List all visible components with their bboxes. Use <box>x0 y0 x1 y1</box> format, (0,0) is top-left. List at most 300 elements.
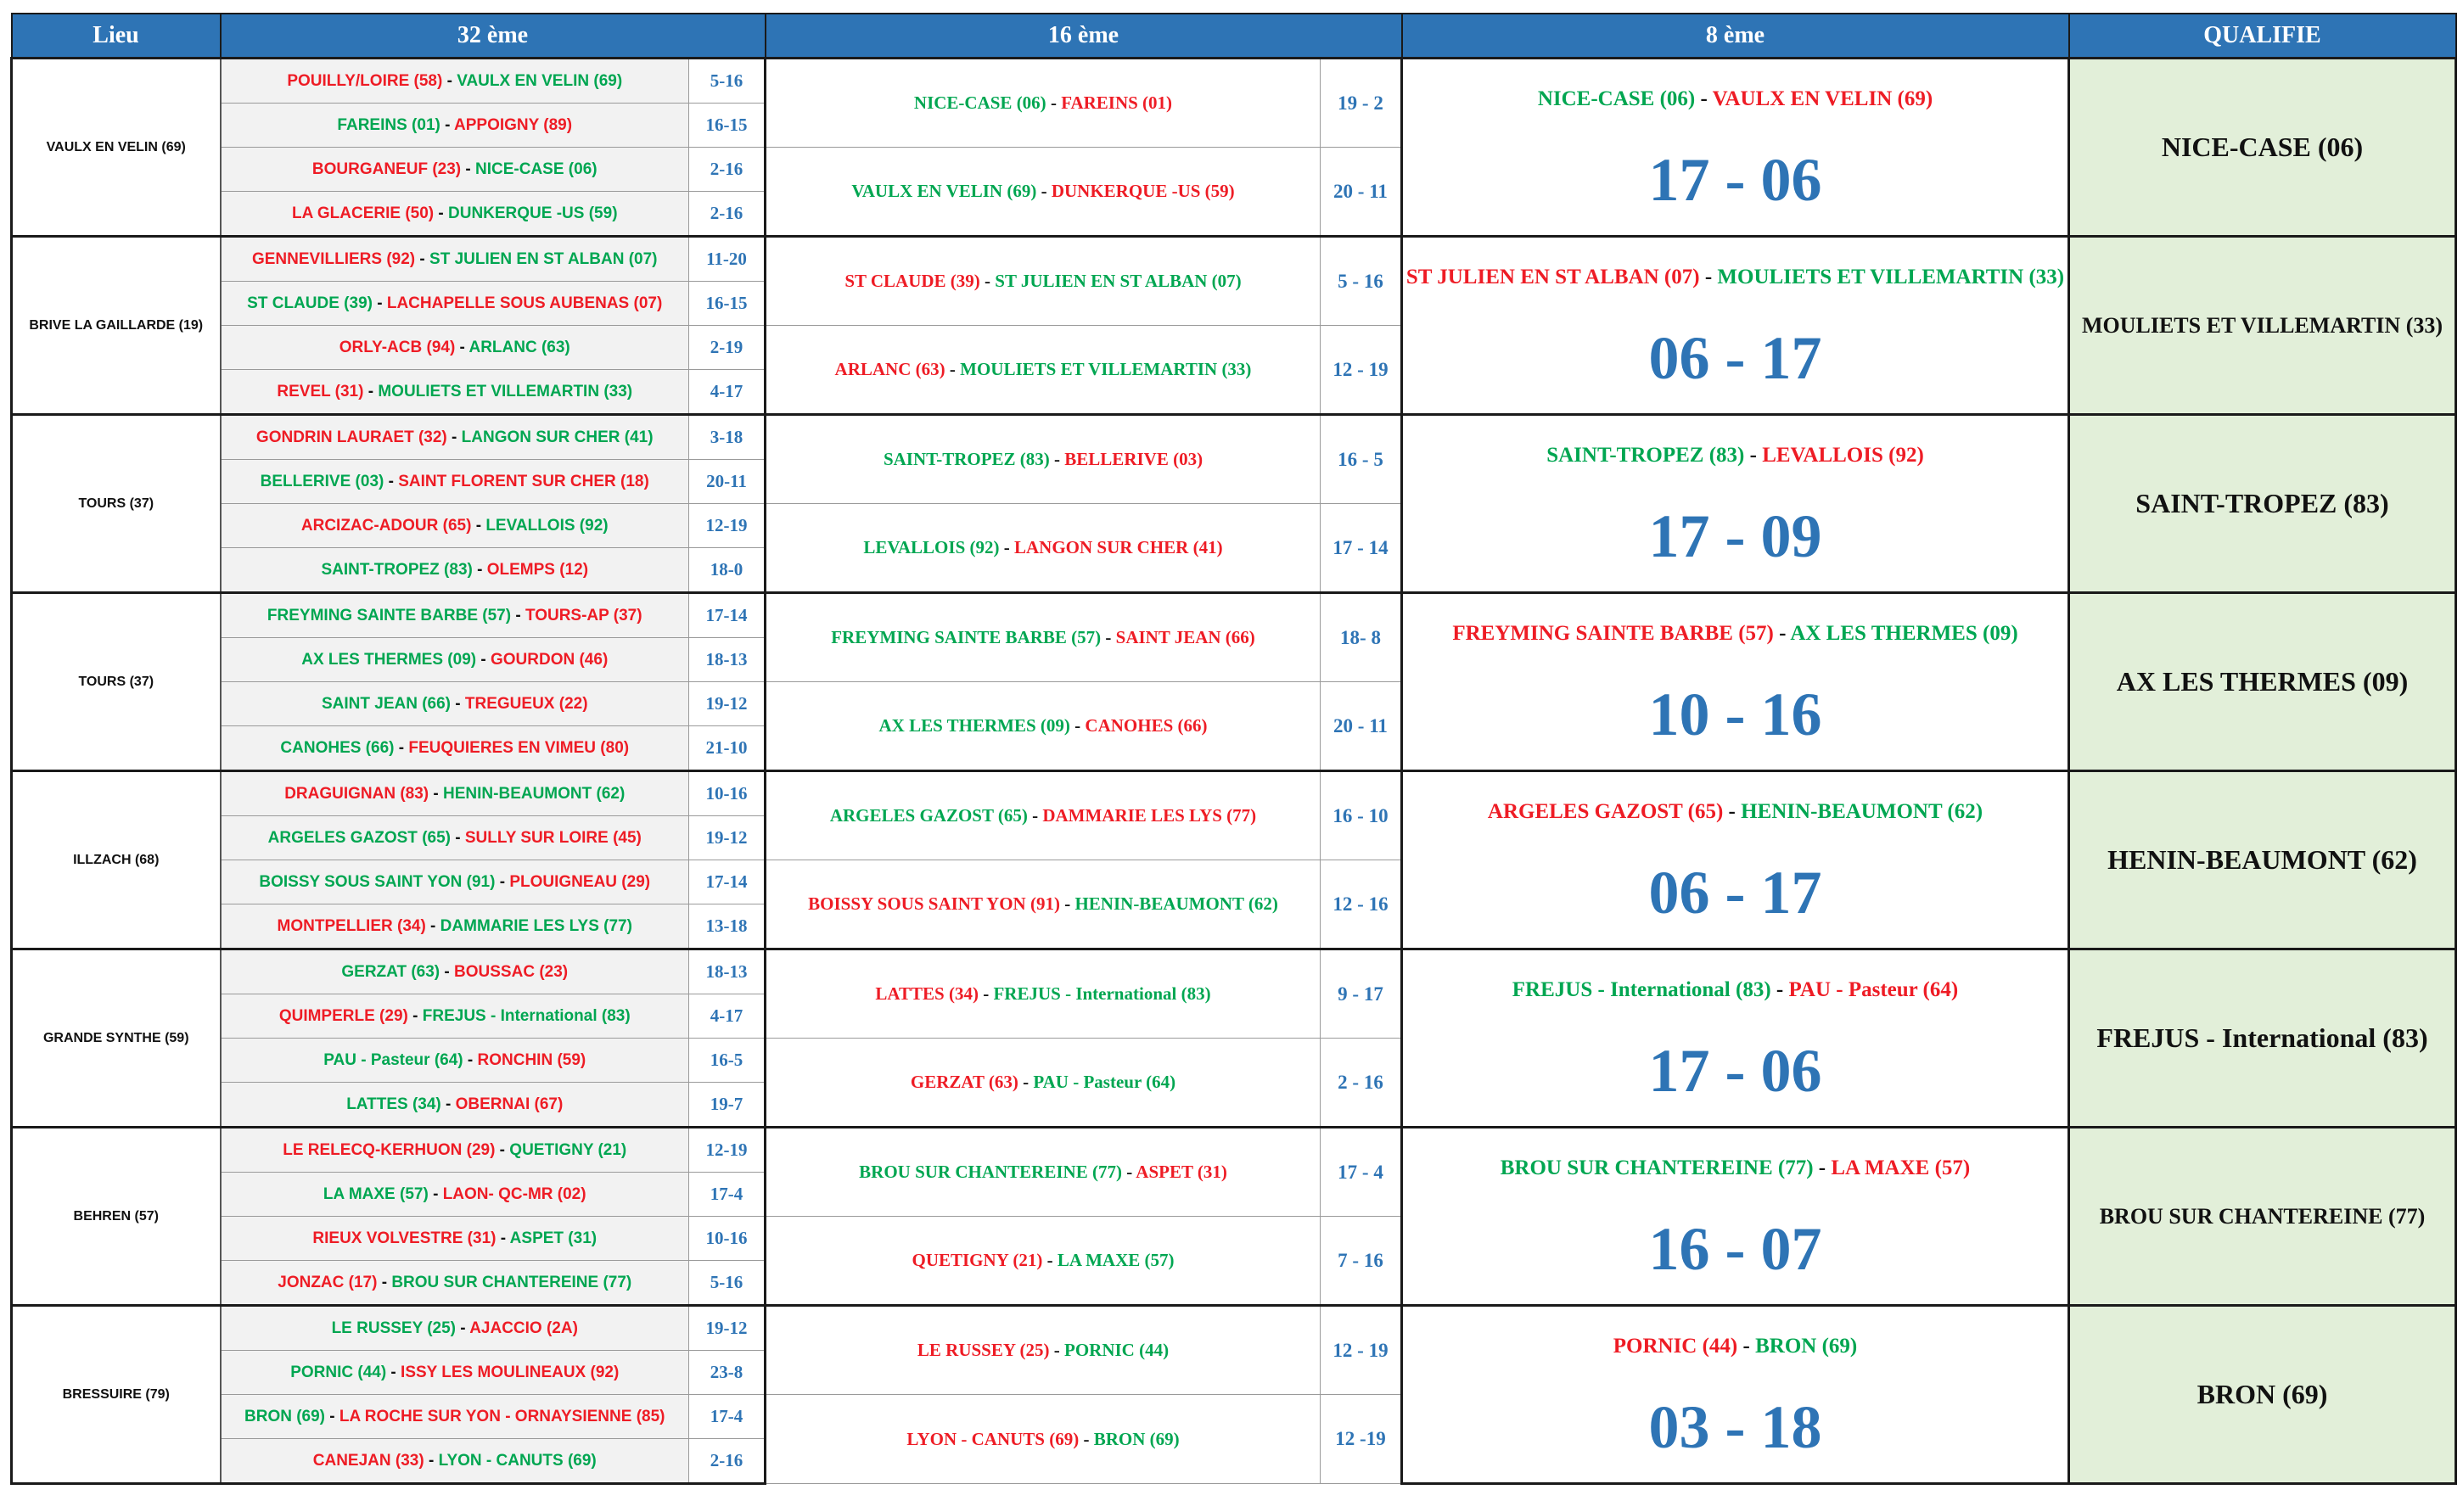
match-separator: - <box>440 962 455 981</box>
round32-score: 2-16 <box>689 1439 766 1484</box>
team-home: BRON (69) <box>244 1407 326 1425</box>
round16-match <box>766 1306 1321 1395</box>
team-away: RONCHIN (59) <box>477 1050 586 1069</box>
team-away: MOULIETS ET VILLEMARTIN (33) <box>960 359 1252 379</box>
team-away: LYON - CANUTS (69) <box>438 1451 597 1470</box>
round8-teams <box>1403 621 2067 647</box>
team-home: PORNIC (44) <box>290 1363 387 1381</box>
match-separator: - <box>1121 1162 1136 1182</box>
round32-match <box>221 682 689 726</box>
team-away: AJACCIO (2A) <box>469 1319 578 1337</box>
round16-score: 19 - 2 <box>1321 59 1402 148</box>
team-away: TREGUEUX (22) <box>464 694 588 713</box>
match-separator: - <box>440 1095 456 1113</box>
team-home: LE RELECQ-KERHUON (29) <box>283 1140 496 1159</box>
round8-match <box>1402 771 2069 949</box>
team-home: FREYMING SAINTE BARBE (57) <box>266 606 512 624</box>
team-away: ST JULIEN EN ST ALBAN (07) <box>995 271 1242 291</box>
header-row <box>12 14 2456 59</box>
qualified-team: BRON (69) <box>2069 1306 2456 1484</box>
team-away: FREJUS - International (83) <box>993 983 1211 1004</box>
team-home: QUETIGNY (21) <box>912 1250 1043 1270</box>
match-separator: - <box>1773 622 1791 645</box>
team-home: CANEJAN (33) <box>312 1451 424 1470</box>
match-separator: - <box>1699 266 1718 288</box>
tournament-bracket <box>10 13 2455 1485</box>
team-home: LE RUSSEY (25) <box>917 1340 1050 1360</box>
team-home: VAULX EN VELIN (69) <box>851 181 1037 201</box>
round32-match <box>221 1351 689 1395</box>
round32-match <box>221 282 689 326</box>
team-away: DUNKERQUE -US (59) <box>448 204 618 222</box>
header-lieu: Lieu <box>12 14 221 59</box>
round16-score: 20 - 11 <box>1321 682 1402 771</box>
round16-match <box>766 237 1321 326</box>
round32-match <box>221 1395 689 1439</box>
team-away: PAU - Pasteur (64) <box>1788 978 1959 1001</box>
round32-score: 19-12 <box>689 1306 766 1351</box>
team-home: ORLY-ACB (94) <box>339 338 456 356</box>
round8-score: 10 - 16 <box>1648 680 1822 748</box>
round32-score: 17-4 <box>689 1173 766 1217</box>
qualified-team: BROU SUR CHANTEREINE (77) <box>2069 1128 2456 1306</box>
round32-score: 3-18 <box>689 415 766 460</box>
team-home: CANOHES (66) <box>280 738 395 757</box>
team-away: LANGON SUR CHER (41) <box>1013 537 1223 557</box>
round16-score: 7 - 16 <box>1321 1217 1402 1306</box>
match-separator: - <box>461 160 476 178</box>
round32-match <box>221 59 689 104</box>
round16-score: 12 - 19 <box>1321 326 1402 415</box>
round8-score: 17 - 09 <box>1648 502 1822 570</box>
team-away: VAULX EN VELIN (69) <box>457 71 623 90</box>
round32-match <box>221 904 689 949</box>
team-home: ARGELES GAZOST (65) <box>267 828 451 847</box>
match-separator: - <box>463 1050 478 1069</box>
round32-match <box>221 104 689 148</box>
match-separator: - <box>1027 805 1043 826</box>
round32-match <box>221 638 689 682</box>
team-home: AX LES THERMES (09) <box>301 650 477 669</box>
team-home: QUIMPERLE (29) <box>278 1006 408 1025</box>
round16-score: 12 - 19 <box>1321 1306 1402 1395</box>
venue-cell: GRANDE SYNTHE (59) <box>12 949 221 1128</box>
round32-score: 21-10 <box>689 726 766 771</box>
round8-match <box>1402 237 2069 415</box>
round16-match <box>766 1128 1321 1217</box>
team-home: BROU SUR CHANTEREINE (77) <box>859 1162 1122 1182</box>
round32-match <box>221 726 689 771</box>
round32-match <box>221 949 689 994</box>
team-away: VAULX EN VELIN (69) <box>1712 87 1933 110</box>
team-home: NICE-CASE (06) <box>1537 87 1696 110</box>
round8-score: 06 - 17 <box>1648 324 1822 392</box>
match-separator: - <box>1723 800 1742 823</box>
qualified-team: HENIN-BEAUMONT (62) <box>2069 771 2456 949</box>
round32-match <box>221 1261 689 1306</box>
round8-match <box>1402 59 2069 237</box>
round32-match <box>221 816 689 860</box>
match-separator: - <box>363 382 379 400</box>
match-separator: - <box>1101 627 1116 647</box>
team-home: ARGELES GAZOST (65) <box>829 805 1028 826</box>
round32-match <box>221 460 689 504</box>
round32-score: 4-17 <box>689 994 766 1039</box>
team-home: SAINT-TROPEZ (83) <box>321 560 473 579</box>
team-away: TOURS-AP (37) <box>525 606 642 624</box>
match-separator: - <box>407 1006 423 1025</box>
team-home: LATTES (34) <box>875 983 979 1004</box>
round16-score: 2 - 16 <box>1321 1039 1402 1128</box>
header-round-32: 32 ème <box>221 14 766 59</box>
round16-match <box>766 1395 1321 1484</box>
round32-match <box>221 148 689 192</box>
round32-match <box>221 1217 689 1261</box>
round32-score: 16-15 <box>689 282 766 326</box>
team-home: LE RUSSEY (25) <box>331 1319 456 1337</box>
team-home: BOISSY SOUS SAINT YON (91) <box>808 893 1060 914</box>
table-row <box>12 1128 2456 1173</box>
round32-score: 2-16 <box>689 148 766 192</box>
match-separator: - <box>451 694 465 713</box>
match-separator: - <box>424 1451 439 1470</box>
team-home: FAREINS (01) <box>337 115 440 134</box>
team-home: LA GLACERIE (50) <box>291 204 435 222</box>
round16-match <box>766 415 1321 504</box>
header-round-16: 16 ème <box>766 14 1402 59</box>
team-home: ST CLAUDE (39) <box>247 294 373 312</box>
round16-score: 5 - 16 <box>1321 237 1402 326</box>
team-away: OBERNAI (67) <box>455 1095 564 1113</box>
round16-score: 16 - 5 <box>1321 415 1402 504</box>
team-away: DUNKERQUE -US (59) <box>1051 181 1235 201</box>
round8-score: 16 - 07 <box>1648 1215 1822 1283</box>
team-away: SAINT JEAN (66) <box>1115 627 1255 647</box>
round8-score: 17 - 06 <box>1648 1037 1822 1105</box>
round32-score: 18-13 <box>689 949 766 994</box>
match-separator: - <box>377 1273 392 1291</box>
match-separator: - <box>1069 715 1086 736</box>
round8-score: 17 - 06 <box>1648 146 1822 214</box>
team-away: ISSY LES MOULINEAUX (92) <box>401 1363 620 1381</box>
team-home: SAINT JEAN (66) <box>321 694 451 713</box>
team-home: GONDRIN LAURAET (32) <box>255 428 447 446</box>
round32-score: 12-19 <box>689 1128 766 1173</box>
round32-score: 5-16 <box>689 1261 766 1306</box>
team-home: SAINT-TROPEZ (83) <box>1546 444 1745 467</box>
match-separator: - <box>495 1140 510 1159</box>
round16-match <box>766 326 1321 415</box>
round8-teams <box>1403 1156 2067 1181</box>
team-away: GOURDON (46) <box>490 650 609 669</box>
team-away: ASPET (31) <box>509 1229 598 1247</box>
round16-match <box>766 860 1321 949</box>
team-home: PAU - Pasteur (64) <box>323 1050 463 1069</box>
team-away: LAON- QC-MR (02) <box>442 1184 586 1203</box>
team-away: QUETIGNY (21) <box>509 1140 627 1159</box>
match-separator: - <box>434 204 448 222</box>
round32-score: 16-15 <box>689 104 766 148</box>
match-separator: - <box>1770 978 1789 1001</box>
table-row <box>12 771 2456 816</box>
venue-cell: BEHREN (57) <box>12 1128 221 1306</box>
round32-score: 19-12 <box>689 682 766 726</box>
team-away: BRON (69) <box>1093 1428 1180 1449</box>
round16-match <box>766 504 1321 593</box>
qualified-team: FREJUS - International (83) <box>2069 949 2456 1128</box>
round16-score: 12 -19 <box>1321 1395 1402 1484</box>
match-separator: - <box>1046 92 1062 113</box>
round32-match <box>221 1439 689 1484</box>
round32-score: 16-5 <box>689 1039 766 1083</box>
round32-match <box>221 548 689 593</box>
round32-match <box>221 237 689 282</box>
round32-match <box>221 994 689 1039</box>
round16-match <box>766 148 1321 237</box>
team-away: ARLANC (63) <box>468 338 570 356</box>
match-separator: - <box>442 71 457 90</box>
qualified-team: MOULIETS ET VILLEMARTIN (33) <box>2069 237 2456 415</box>
team-away: LANGON SUR CHER (41) <box>461 428 654 446</box>
team-home: ARGELES GAZOST (65) <box>1487 800 1724 823</box>
venue-cell: ILLZACH (68) <box>12 771 221 949</box>
team-away: LA MAXE (57) <box>1831 1156 1971 1179</box>
team-home: GERZAT (63) <box>341 962 440 981</box>
round16-match <box>766 1217 1321 1306</box>
match-separator: - <box>1049 449 1065 469</box>
round8-teams <box>1403 87 2067 112</box>
round8-match <box>1402 593 2069 771</box>
venue-cell: TOURS (37) <box>12 593 221 771</box>
team-home: BELLERIVE (03) <box>260 472 384 490</box>
team-away: HENIN-BEAUMONT (62) <box>443 784 626 803</box>
round8-teams <box>1403 443 2067 468</box>
team-away: ASPET (31) <box>1136 1162 1227 1182</box>
match-separator: - <box>978 983 994 1004</box>
team-home: ST CLAUDE (39) <box>844 271 980 291</box>
table-row <box>12 593 2456 638</box>
round32-score: 10-16 <box>689 771 766 816</box>
team-away: LA ROCHE SUR YON - ORNAYSIENNE (85) <box>339 1407 665 1425</box>
match-separator: - <box>455 338 469 356</box>
team-away: BELLERIVE (03) <box>1064 449 1203 469</box>
round32-score: 18-13 <box>689 638 766 682</box>
round32-match <box>221 192 689 237</box>
match-separator: - <box>325 1407 339 1425</box>
team-away: DAMMARIE LES LYS (77) <box>1042 805 1257 826</box>
round16-match <box>766 593 1321 682</box>
round32-match <box>221 1128 689 1173</box>
round8-teams <box>1403 1334 2067 1359</box>
team-away: LEVALLOIS (92) <box>485 516 609 535</box>
round16-match <box>766 682 1321 771</box>
round32-score: 23-8 <box>689 1351 766 1395</box>
team-home: FREJUS - International (83) <box>1512 978 1771 1001</box>
team-away: FEUQUIERES EN VIMEU (80) <box>408 738 630 757</box>
team-away: PORNIC (44) <box>1064 1340 1170 1360</box>
match-separator: - <box>1018 1072 1034 1092</box>
team-away: HENIN-BEAUMONT (62) <box>1741 800 1983 823</box>
round16-match <box>766 771 1321 860</box>
match-separator: - <box>1695 87 1713 110</box>
round32-score: 19-12 <box>689 816 766 860</box>
match-separator: - <box>429 784 444 803</box>
round16-score: 16 - 10 <box>1321 771 1402 860</box>
match-separator: - <box>386 1363 401 1381</box>
match-separator: - <box>979 271 996 291</box>
round32-score: 17-4 <box>689 1395 766 1439</box>
round32-match <box>221 1039 689 1083</box>
team-away: FREJUS - International (83) <box>422 1006 631 1025</box>
team-home: RIEUX VOLVESTRE (31) <box>312 1229 497 1247</box>
round32-score: 2-16 <box>689 192 766 237</box>
match-separator: - <box>496 1229 510 1247</box>
round8-match <box>1402 949 2069 1128</box>
team-home: POUILLY/LOIRE (58) <box>287 71 443 90</box>
round32-score: 4-17 <box>689 370 766 415</box>
round32-score: 10-16 <box>689 1217 766 1261</box>
team-home: ST JULIEN EN ST ALBAN (07) <box>1405 266 1700 288</box>
match-separator: - <box>471 516 486 535</box>
round32-match <box>221 593 689 638</box>
round32-score: 19-7 <box>689 1083 766 1128</box>
round32-match <box>221 771 689 816</box>
round16-score: 17 - 14 <box>1321 504 1402 593</box>
team-away: SAINT FLORENT SUR CHER (18) <box>398 472 649 490</box>
round32-score: 13-18 <box>689 904 766 949</box>
round16-match <box>766 59 1321 148</box>
team-home: REVEL (31) <box>277 382 364 400</box>
match-separator: - <box>945 359 961 379</box>
team-away: LEVALLOIS (92) <box>1762 444 1924 467</box>
round32-match <box>221 504 689 548</box>
match-separator: - <box>1036 181 1052 201</box>
round32-match <box>221 1083 689 1128</box>
match-separator: - <box>999 537 1014 557</box>
team-home: GERZAT (63) <box>910 1072 1018 1092</box>
team-away: ST JULIEN EN ST ALBAN (07) <box>429 249 658 268</box>
team-home: SAINT-TROPEZ (83) <box>883 449 1050 469</box>
round32-match <box>221 860 689 904</box>
match-separator: - <box>1737 1335 1756 1358</box>
team-home: FREYMING SAINTE BARBE (57) <box>831 627 1102 647</box>
round32-score: 2-19 <box>689 326 766 370</box>
match-separator: - <box>456 1319 470 1337</box>
match-separator: - <box>415 249 430 268</box>
table-row <box>12 237 2456 282</box>
team-home: BOURGANEUF (23) <box>311 160 462 178</box>
table-row <box>12 59 2456 104</box>
team-away: FAREINS (01) <box>1061 92 1173 113</box>
round32-score: 17-14 <box>689 593 766 638</box>
match-separator: - <box>384 472 399 490</box>
venue-cell: VAULX EN VELIN (69) <box>12 59 221 237</box>
match-separator: - <box>450 828 465 847</box>
team-home: LYON - CANUTS (69) <box>906 1428 1080 1449</box>
round16-score: 20 - 11 <box>1321 148 1402 237</box>
match-separator: - <box>394 738 409 757</box>
round16-match <box>766 949 1321 1039</box>
team-away: MOULIETS ET VILLEMARTIN (33) <box>1717 266 2065 288</box>
team-away: PAU - Pasteur (64) <box>1033 1072 1176 1092</box>
round8-score: 06 - 17 <box>1648 859 1822 927</box>
team-away: BRON (69) <box>1755 1335 1858 1358</box>
round32-score: 17-14 <box>689 860 766 904</box>
match-separator: - <box>1049 1340 1064 1360</box>
match-separator: - <box>1813 1156 1832 1179</box>
team-away: OLEMPS (12) <box>486 560 589 579</box>
round8-match <box>1402 1306 2069 1484</box>
venue-cell: BRIVE LA GAILLARDE (19) <box>12 237 221 415</box>
team-home: BROU SUR CHANTEREINE (77) <box>1500 1156 1814 1179</box>
match-separator: - <box>1079 1428 1094 1449</box>
round8-match <box>1402 415 2069 593</box>
team-away: MOULIETS ET VILLEMARTIN (33) <box>378 382 633 400</box>
team-away: NICE-CASE (06) <box>475 160 598 178</box>
qualified-team: NICE-CASE (06) <box>2069 59 2456 237</box>
round32-score: 11-20 <box>689 237 766 282</box>
match-separator: - <box>1744 444 1763 467</box>
match-separator: - <box>472 560 487 579</box>
team-home: FREYMING SAINTE BARBE (57) <box>1452 622 1774 645</box>
round16-score: 9 - 17 <box>1321 949 1402 1039</box>
match-separator: - <box>495 872 510 891</box>
round8-match <box>1402 1128 2069 1306</box>
team-home: PORNIC (44) <box>1613 1335 1738 1358</box>
round16-match <box>766 1039 1321 1128</box>
team-away: DAMMARIE LES LYS (77) <box>440 916 632 935</box>
team-away: PLOUIGNEAU (29) <box>509 872 651 891</box>
round32-match <box>221 415 689 460</box>
team-home: DRAGUIGNAN (83) <box>284 784 429 803</box>
header-qualifie: QUALIFIE <box>2069 14 2456 59</box>
team-home: LATTES (34) <box>346 1095 441 1113</box>
venue-cell: TOURS (37) <box>12 415 221 593</box>
round32-match <box>221 1306 689 1351</box>
team-away: LA MAXE (57) <box>1057 1250 1175 1270</box>
match-separator: - <box>1042 1250 1058 1270</box>
round32-score: 20-11 <box>689 460 766 504</box>
qualified-team: AX LES THERMES (09) <box>2069 593 2456 771</box>
qualified-team: SAINT-TROPEZ (83) <box>2069 415 2456 593</box>
team-away: HENIN-BEAUMONT (62) <box>1074 893 1278 914</box>
team-home: JONZAC (17) <box>278 1273 378 1291</box>
team-home: LA MAXE (57) <box>323 1184 429 1203</box>
match-separator: - <box>511 606 525 624</box>
round8-teams <box>1403 799 2067 825</box>
header-round-8: 8 ème <box>1402 14 2069 59</box>
team-away: SULLY SUR LOIRE (45) <box>464 828 642 847</box>
round32-match <box>221 370 689 415</box>
team-home: MONTPELLIER (34) <box>277 916 426 935</box>
venue-cell: BRESSUIRE (79) <box>12 1306 221 1484</box>
round16-score: 17 - 4 <box>1321 1128 1402 1217</box>
round32-match <box>221 326 689 370</box>
match-separator: - <box>372 294 387 312</box>
team-home: BOISSY SOUS SAINT YON (91) <box>259 872 496 891</box>
match-separator: - <box>446 428 462 446</box>
round16-score: 12 - 16 <box>1321 860 1402 949</box>
match-separator: - <box>1059 893 1075 914</box>
round8-score: 03 - 18 <box>1648 1393 1822 1461</box>
round32-score: 5-16 <box>689 59 766 104</box>
team-home: NICE-CASE (06) <box>913 92 1046 113</box>
match-separator: - <box>440 115 455 134</box>
team-home: GENNEVILLIERS (92) <box>251 249 416 268</box>
results-table <box>10 13 2457 1485</box>
table-row <box>12 949 2456 994</box>
match-separator: - <box>428 1184 443 1203</box>
